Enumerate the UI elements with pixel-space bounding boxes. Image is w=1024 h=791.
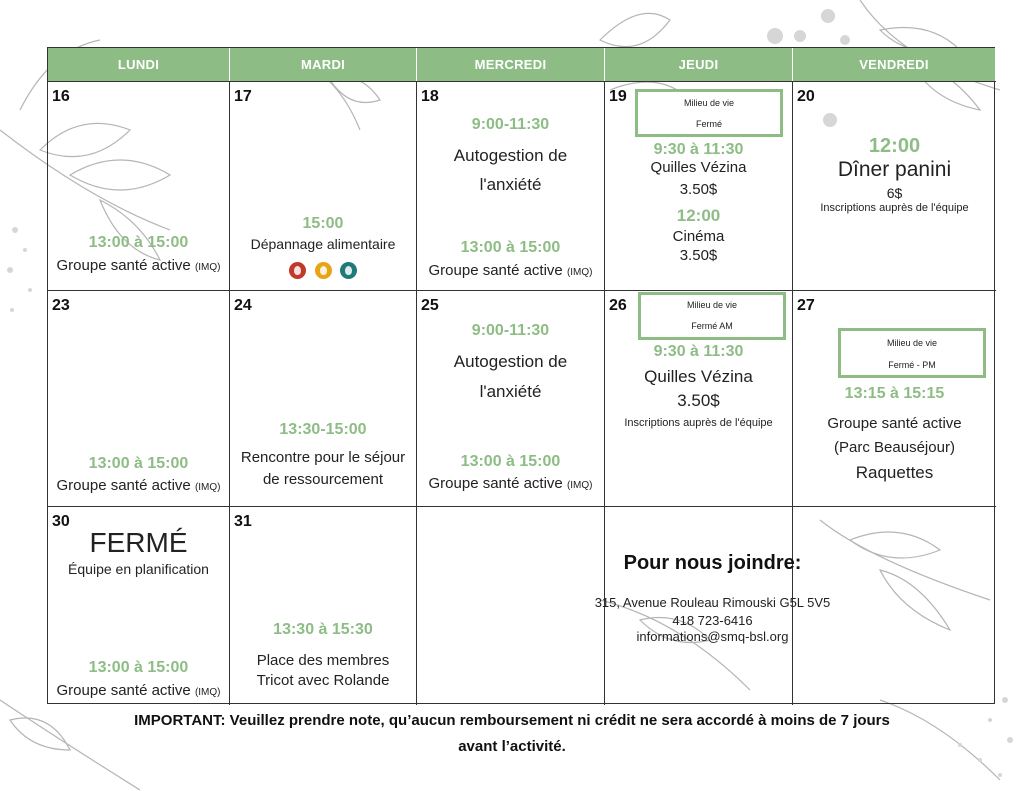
event-tag: (IMQ) — [194, 687, 221, 698]
event-label: Quilles Vézina — [644, 367, 753, 386]
day-cell-17 — [230, 81, 417, 290]
event-time: 9:30 à 11:30 — [653, 141, 744, 158]
contact-block — [560, 552, 865, 644]
event-label: (Parc Beauséjour) — [834, 439, 955, 456]
header-lundi: LUNDI — [48, 48, 230, 81]
event-title: Groupe santé active — [428, 262, 563, 279]
important-line: IMPORTANT: Veuillez prendre note, qu’aucun remboursement ni crédit ne sera accordé à moins de 7 jours — [134, 712, 890, 729]
day-number: 31 — [234, 513, 252, 530]
event-title: Groupe santé active — [428, 475, 563, 492]
fire-icon — [289, 262, 306, 279]
day-number: 23 — [52, 297, 70, 314]
event-label — [417, 262, 604, 279]
event-label — [48, 682, 229, 699]
header-mardi: MARDI — [230, 48, 417, 81]
day-number: 24 — [234, 297, 252, 314]
notice-line: Fermé AM — [691, 321, 733, 331]
icon-row — [230, 262, 416, 284]
contact-phone: 418 723-6416 — [672, 613, 753, 628]
day-number: 30 — [52, 513, 70, 530]
event-label: Dîner panini — [837, 158, 952, 181]
event-price: 3.50$ — [677, 391, 720, 410]
notice-line: Milieu de vie — [686, 300, 738, 310]
day-number: 17 — [234, 88, 252, 105]
event-label — [48, 257, 229, 274]
contact-title: Pour nous joindre: — [623, 552, 802, 574]
event-title: Groupe santé active — [56, 257, 191, 274]
day-number: 18 — [421, 88, 439, 105]
notice-line: Milieu de vie — [683, 98, 735, 108]
day-cell-18 — [417, 81, 605, 290]
event-note: Inscriptions auprès de l'équipe — [820, 202, 969, 214]
contact-address: 315, Avenue Rouleau Rimouski G5L 5V5 — [594, 595, 831, 610]
notice-line: Milieu de vie — [886, 338, 938, 348]
event-time: 13:15 à 15:15 — [844, 385, 945, 402]
notice-line: Fermé — [695, 119, 722, 129]
event-label — [417, 475, 604, 492]
event-label: Place des membres — [256, 652, 390, 669]
contact-email[interactable]: informations@smq-bsl.org — [636, 629, 789, 644]
event-time: 13:00 à 15:00 — [460, 239, 561, 256]
event-label: Dépannage alimentaire — [250, 236, 396, 252]
day-cell-31 — [230, 506, 417, 705]
event-label: Autogestion de — [453, 146, 568, 165]
event-note: Inscriptions auprès de l'équipe — [624, 417, 773, 429]
day-cell-30 — [48, 506, 230, 705]
day-cell-25 — [417, 290, 605, 506]
event-price: 6$ — [886, 185, 903, 201]
event-tag: (IMQ) — [566, 480, 593, 491]
event-time: 13:00 à 15:00 — [88, 455, 189, 472]
closed-notice-box — [638, 292, 786, 340]
event-label: Autogestion de — [453, 352, 568, 371]
event-time: 9:30 à 11:30 — [653, 343, 744, 360]
wheat-icon — [315, 262, 332, 279]
event-label: Raquettes — [855, 463, 934, 482]
event-time: 13:00 à 15:00 — [460, 453, 561, 470]
event-label: Cinéma — [672, 228, 725, 245]
day-number: 20 — [797, 88, 815, 105]
event-label: Rencontre pour le séjour — [240, 449, 406, 466]
closed-notice-box — [635, 89, 783, 137]
header-jeudi: JEUDI — [605, 48, 793, 81]
important-notice — [40, 708, 984, 760]
day-number: 26 — [609, 297, 627, 314]
day-cell-24 — [230, 290, 417, 506]
event-label: l'anxiété — [479, 382, 542, 401]
event-tag: (IMQ) — [194, 482, 221, 493]
event-time: 9:00-11:30 — [471, 116, 550, 133]
event-time: 12:00 — [868, 135, 921, 157]
header-vendredi: VENDREDI — [793, 48, 996, 81]
event-time: 13:30-15:00 — [279, 421, 367, 438]
event-label — [48, 477, 229, 494]
day-number: 16 — [52, 88, 70, 105]
event-time: 13:00 à 15:00 — [88, 234, 189, 251]
notice-line: Fermé - PM — [888, 360, 936, 370]
day-number: 25 — [421, 297, 439, 314]
event-title: Groupe santé active — [56, 682, 191, 699]
day-number: 19 — [609, 88, 627, 105]
event-time: 12:00 — [676, 206, 721, 225]
day-cell-19 — [605, 81, 793, 290]
important-line: avant l’activité. — [458, 738, 566, 755]
event-time: 13:30 à 15:30 — [273, 621, 373, 638]
day-cell-26 — [605, 290, 793, 506]
event-tag: (IMQ) — [194, 262, 221, 273]
event-price: 3.50$ — [679, 247, 718, 264]
event-label: Quilles Vézina — [650, 159, 747, 176]
closed-subtitle: Équipe en planification — [68, 561, 209, 577]
event-price: 3.50$ — [679, 181, 718, 198]
closed-notice-box — [838, 328, 986, 378]
closed-title: FERMÉ — [89, 527, 188, 558]
event-label: de ressourcement — [262, 471, 384, 488]
event-label: Tricot avec Rolande — [256, 672, 390, 689]
whisk-icon — [340, 262, 357, 279]
event-label: Groupe santé active — [827, 415, 962, 432]
day-cell-23 — [48, 290, 230, 506]
event-time: 13:00 à 15:00 — [88, 659, 189, 676]
event-time: 9:00-11:30 — [471, 322, 550, 339]
header-mercredi: MERCREDI — [417, 48, 605, 81]
day-cell-27 — [793, 290, 996, 506]
day-cell-16 — [48, 81, 230, 290]
event-label: l'anxiété — [479, 175, 542, 194]
day-cell-20 — [793, 81, 996, 290]
day-number: 27 — [797, 297, 815, 314]
event-tag: (IMQ) — [566, 267, 593, 278]
event-time: 15:00 — [302, 215, 344, 232]
event-title: Groupe santé active — [56, 477, 191, 494]
